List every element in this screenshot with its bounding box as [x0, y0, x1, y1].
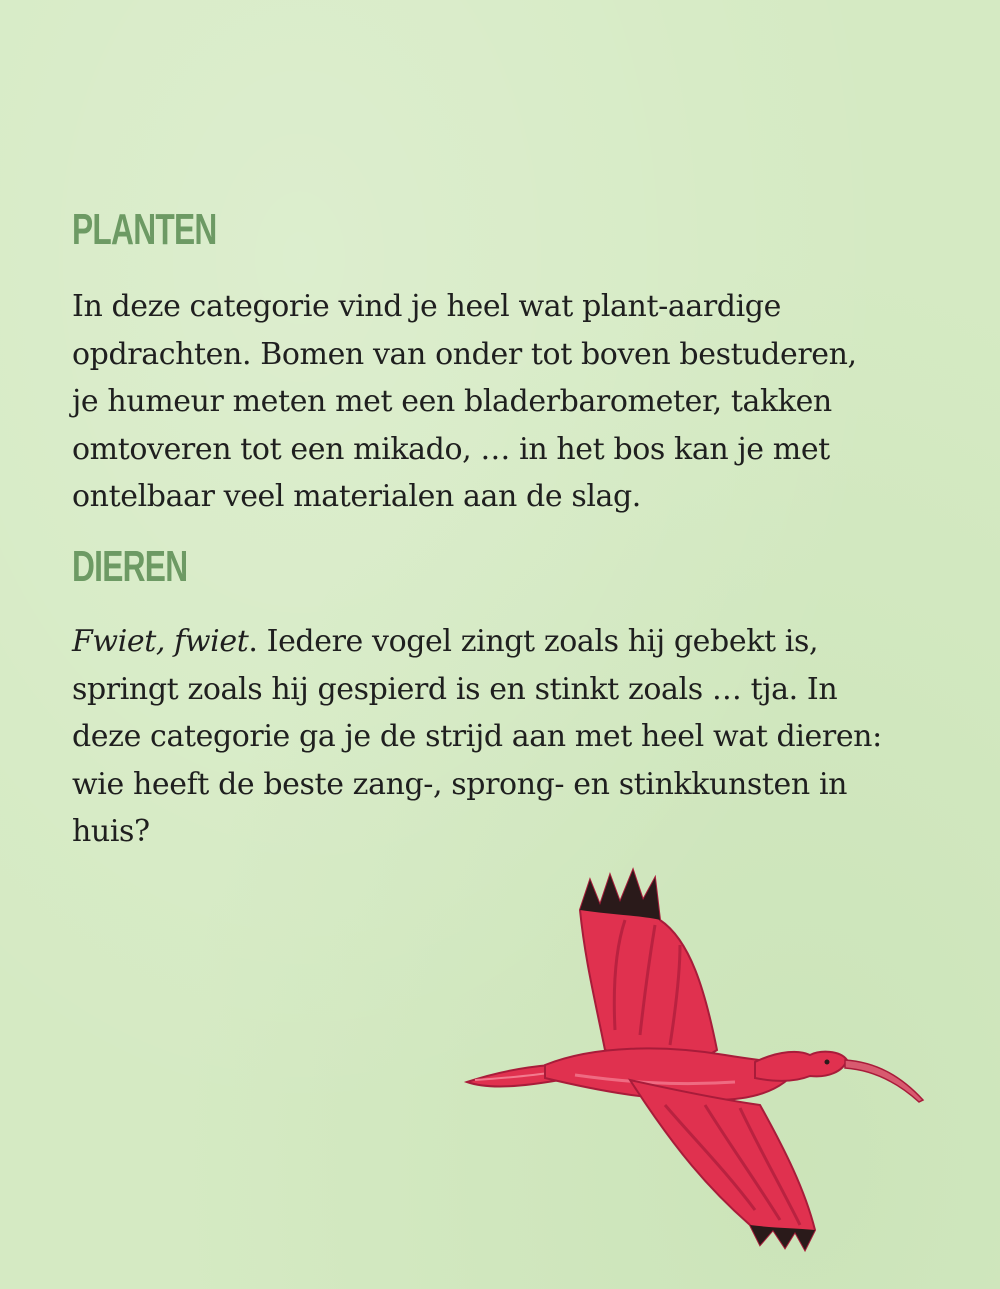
scarlet-ibis-illustration [455, 850, 935, 1270]
text-line: huis? [72, 814, 150, 849]
text-line-intro [72, 618, 942, 666]
intro-rest: . Iedere vogel zingt zoals hij gebekt is, [248, 624, 819, 659]
text-line: wie heeft de beste zang-, sprong- en stinkkunsten in [72, 766, 848, 802]
lower-wing [630, 1080, 815, 1250]
text-line: springt zoals hij gespierd is en stinkt zoals … tja. In [72, 671, 838, 707]
heading-dieren: DIEREN [72, 542, 188, 591]
text-line: opdrachten. Bomen van onder tot boven bestuderen, [72, 336, 857, 372]
paragraph-planten [72, 283, 942, 521]
text-line: deze categorie ga je de strijd aan met heel wat dieren: [72, 719, 882, 754]
text-line: je humeur meten met een bladerbarometer, takken [72, 384, 832, 419]
paragraph-dieren [72, 618, 942, 856]
text-line: ontelbaar veel materialen aan de slag. [72, 479, 641, 514]
heading-planten: PLANTEN [72, 205, 217, 254]
text-line: In deze categorie vind je heel wat plant-aardige [72, 289, 781, 324]
text-line: omtoveren tot een mikado, … in het bos kan je met [72, 431, 830, 467]
neck [755, 1052, 847, 1081]
beak [845, 1060, 923, 1102]
italic-bird-call: Fwiet, fwiet [72, 624, 249, 659]
